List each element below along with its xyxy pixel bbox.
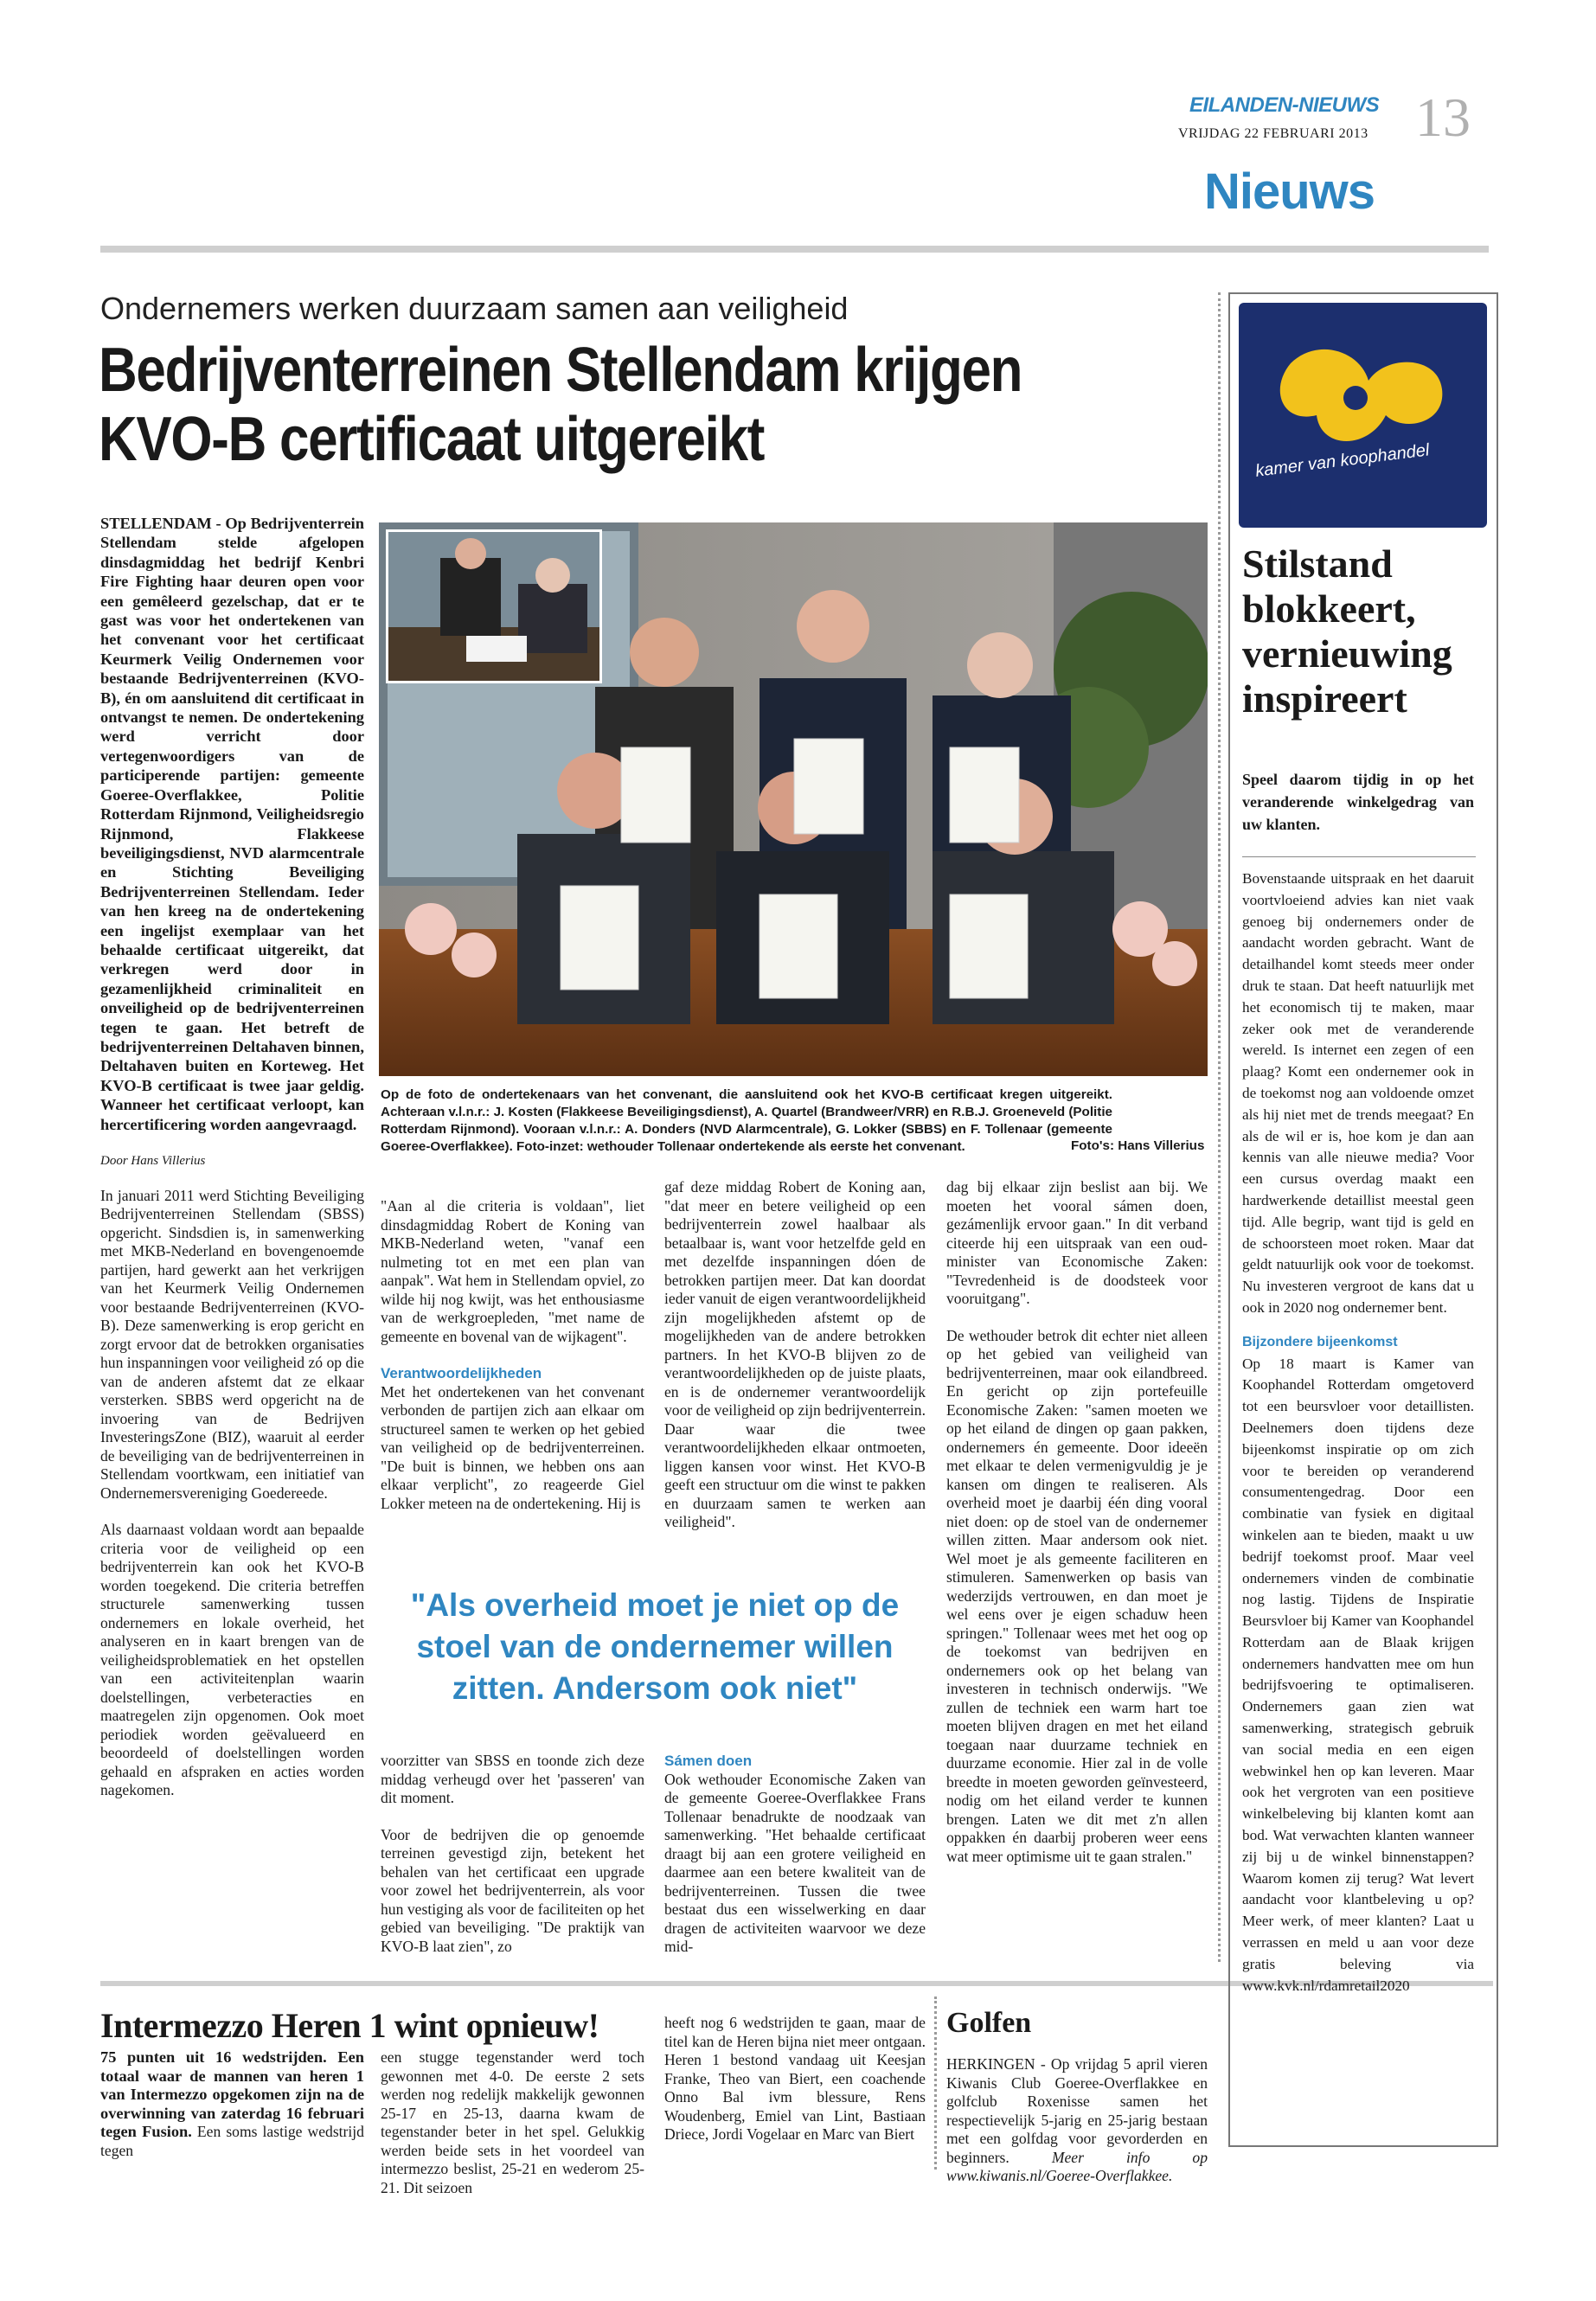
pull-quote: "Als overheid moet je niet op de stoel van de ondernemer willen zitten. Andersom ook niet" xyxy=(382,1585,927,1709)
sports-column-1 xyxy=(100,2048,364,2160)
page-number: 13 xyxy=(1415,87,1471,148)
sidebar-headline: Stilstand blokkeert, vernieuwing inspireert xyxy=(1242,542,1452,721)
sports-text: Een soms lastige wedstrijd tegen xyxy=(100,2123,364,2159)
article-column-3-cont xyxy=(664,1752,926,1975)
main-photo xyxy=(379,522,1208,1076)
sidebar-paragraph: Bovenstaande uitspraak en het daaruit voortvloeiend advies kan niet vaak genoeg bij ondernemers onder de aandacht worden gebracht. Want de detailhandel komt steeds meer onder druk te staan. Dat heeft natuurlijk met het economisch tij te maken, maar zeker ook met de veranderende wereld. Is internet een zegen of een plaag? Komt een ondernemer ook in de toekomst nog aan voldoende omzet als hij niet met de trends meegaat? En als de wil er is, hoe kom je dan aan kennis van alle nieuwe media? Voor een cursus overdag maakt een hardwerkende detaillist meestal geen tijd. Alle begrip, want tijd is geld en de schoorsteen moet roken. Maar dat geldt natuurlijk ook voor de toekomst. Nu investeren vergroot de kans dat u ook in 2020 nog ondernemer bent. xyxy=(1242,870,1474,1316)
sports-text: heeft nog 6 wedstrijden te gaan, maar de titel kan de Heren bijna niet meer ontgaan. Heren 1 bestond vandaag uit Keesjan Franke, Theo van Biert, een coachende Onno Bal ivm blessure, Rens Woudenberg, Emiel van Lint, Bastiaan Driece, Jordi Vogelaar en Marc van Biert xyxy=(664,2014,926,2143)
sidebar-paragraph: Op 18 maart is Kamer van Koophandel Rotterdam omgetoverd tot een beursvloer voor detaillisten. Deelnemers doen tijdens deze bijeenkomst inspiratie op om zich voor te bereiden op veranderend consumentengedrag. Door een combinatie van fysiek en digitaal winkelen aan te bieden, maakt u uw bedrijf toekomst proof. Maar veel ondernemers vinden de combinatie nog lastig. Tijdens de Inspiratie Beursvloer bij Kamer van Koophandel Rotterdam aan de Blaak krijgen ondernemers handvatten mee om hun bedrijfsvoering te optimaliseren. Ondernemers gaan zien wat samenwerking, strategisch gebruik van social media en een eigen webwinkel hen op kan leveren. Maar ook het vergroten van een positieve winkelbeleving bij klanten komt aan bod. Wat verwachten klanten wanneer zij bij u de winkel binnenstappen? Waarom komen zij terug? Wat levert aandacht voor klantbeleving u op? Meer werk, of meer klanten? Laat u verrassen en meld u aan voor deze gratis beleving via www.kvk.nl/rdamretail2020 xyxy=(1242,1355,1474,1994)
golf-divider xyxy=(934,1997,937,2170)
article-headline xyxy=(99,336,1022,474)
article-lead: STELLENDAM - Op Bedrijventerrein Stellendam stelde afgelopen dinsdagmiddag het bedrijf Kenbri Fire Fighting haar deuren open voor een gemêleerd gezelschap, dat er te gast was voor het ondertekenen van het convenant voor het certificaat Keurmerk Veilig Ondernemen voor bestaande Bedrijventerreinen (KVO-B), én om aansluitend dit certificaat in ontvangst te nemen. De ondertekening werd verricht door vertegenwoordigers van de participerende partijen: gemeente Goeree-Overflakkee, Politie Rotterdam Rijnmond, Veiligheidsregio Rijnmond, Flakkeese beveiligingsdienst, NVD alarmcentrale en Stichting Beveiliging Bedrijventerreinen Stellendam. Ieder van hen kreeg na de ondertekening een ingelijst exemplaar van het behaalde certificaat uitgereikt, dat verkregen werd door in gezamenlijkheid criminaliteit en onveiligheid op de bedrijventerreinen tegen te gaan. Het betreft de bedrijventerreinen Deltahaven binnen, Deltahaven buiten en Korteweg. Het KVO-B certificaat is twee jaar geldig. Wanneer het certificaat verloopt, kan hercertificering worden aangevraagd. xyxy=(100,515,364,1133)
paragraph: De wethouder betrok dit echter niet alleen op het gebied van veiligheid van bedrijventerreinen, maar ook eilandbreed. En gericht op zijn portefeuille Economische Zaken: "samen moeten we op het eiland de dingen op gaan pakken, ondernemers én gemeente. Door ideeën met elkaar te delen vermenigvuldig je je kansen om dingen te realiseren. Als overheid moet je daarbij één ding vooral niet doen: op de stoel van de ondernemer willen zitten. Maar andersom ook niet. Wel moet je als gemeente faciliteren en stimuleren. Samenwerken op basis van wederzijds vertrouwen, en dan moet je wel eens over je eigen schaduw heen springen." Tollenaar wees met het oog op de toekomst van bedrijven en ondernemers ook op het belang van investeren in technisch onderwijs. "We zullen de techniek een warm hart toe moeten blijven dragen en met het eiland toegaan naar duurzame techniek en duurzame economie. Hier zal in de volle breedte in moeten geworden geïnvesteerd, nodig om het eiland verder te kunnen brengen. Laten we dit met z'n allen oppakken én daarbij proberen weer eens wat meer optimisme uit te gaan stralen." xyxy=(946,1326,1208,1865)
kvk-logo-text: kamer van koophandel xyxy=(1254,440,1431,481)
subheading: Sámen doen xyxy=(664,1753,753,1769)
header-rule xyxy=(100,246,1489,253)
kvk-logo-icon xyxy=(1239,303,1487,528)
sidebar-body xyxy=(1242,868,1474,2015)
paragraph: Met het ondertekenen van het convenant verbonden de partijen zich aan elkaar om structureel samen te werken op het gebied van veiligheid op de bedrijventerreinen. "De buit is binnen, we hebben ons aan elkaar verplicht", zo reageerde Giel Lokker meteen na de ondertekening. Hij is xyxy=(381,1382,644,1512)
paragraph: Voor de bedrijven die op genoemde terreinen gevestigd zijn, betekent het behalen van het certificaat een upgrade voor zowel het bedrijventerrein, als voor hun vestiging als voor de faciliteiten op het gebied van beveiliging. "De praktijk van KVO-B laat zien", zo xyxy=(381,1825,644,1955)
paragraph: Als daarnaast voldaan wordt aan bepaalde criteria voor de veiligheid op een bedrijventerrein kan ook het KVO-B worden toegekend. Die criteria betreffen structurele samenwerking tussen ondernemers en lokale overheid, het analyseren en in kaart brengen van de veiligheidsproblematiek en het opstellen van een activiteitenplan waarin doelstellingen, verbeteracties en maatregelen zijn opgenomen. Ook moet periodiek worden geëvalueerd en beoordeeld of doelstellingen worden gehaald en afspraken en acties worden nagekomen. xyxy=(100,1521,364,1798)
paragraph: "Aan al die criteria is voldaan", liet dinsdagmiddag Robert de Koning van MKB-Nederland weten, "vanaf een nulmeting tot en met een plan van aanpak". Wat hem in Stellendam opviel, zo wilde hij nog kwijt, was het enthousiasme van de werkgroepleden, "met name de gemeente en bovenal van de wijkagent". xyxy=(381,1197,644,1345)
paragraph: In januari 2011 werd Stichting Beveiliging Bedrijventerreinen Stellendam (SBSS) opgericht. Sindsdien is, in samenwerking met MKB-Nederland en bovengenoemde partijen, hard gewerkt aan het verkrijgen van het Keurmerk Veilig Ondernemen voor bestaande Bedrijventerreinen (KVO-B). Deze samenwerking is erop gericht en zorgt ervoor dat de betrokken organisaties hun inspanningen voor veiligheid zó op die van de anderen afstemt dat ze elkaar versterken. SBBS werd opgericht na de invoering van de Bedrijven InvesteringsZone (BIZ), waaruit al eerder de beveiliging van de bedrijventerreinen in Stellendam voortkwam, een initiatief van Ondernemersvereniging Goedereede. xyxy=(100,1186,364,1502)
article-column-4 xyxy=(946,1178,1208,1884)
sports-text: een stugge tegenstander werd toch gewonnen met 4-0. De eerste 2 sets werden nog redelijk makkelijk gewonnen 25-17 en 25-13, daarna kwam de tegenstander beter in het spel. Gelukkig werden beide sets in het voordeel van intermezzo beslist, 25-21 en wederom 25-21. Dit seizoen xyxy=(381,2048,644,2196)
article-column-2 xyxy=(381,1197,644,1531)
headline-line-1: Bedrijventerreinen Stellendam krijgen xyxy=(99,336,1022,405)
golf-headline: Golfen xyxy=(946,2007,1032,2039)
caption-text: Op de foto de ondertekenaars van het convenant, die aansluitend ook het KVO-B certificaat kregen uitgereikt. Achteraan v.l.n.r.: J. Kosten (Flakkeese Beveiligingsdienst), A. Quartel (Brandweer/VRR) en R.B.J. Groeneveld (Politie Rotterdam Rijnmond). Vooraan v.l.n.r.: A. Donders (NVD Alarmcentrale), G. Lokker (SBBS) en F. Tollenaar (gemeente Goeree-Overflakkee). Foto-inzet: wethouder Tollenaar ondertekende als eerste het convenant. xyxy=(381,1087,1112,1154)
sidebar-rule xyxy=(1242,856,1476,857)
paragraph: Ook wethouder Economische Zaken van de gemeente Goeree-Overflakkee Frans Tollenaar benadrukte de noodzaak van samenwerking. "Het behaalde certificaat draagt bij aan een grotere veiligheid en daarmee aan een betere kwaliteit van de bedrijventerreinen. Tussen die twee bestaat dus een wisselwerking en daar dragen de activiteiten waarvoor we deze mid- xyxy=(664,1770,926,1955)
sports-headline: Intermezzo Heren 1 wint opnieuw! xyxy=(100,2006,599,2045)
column-divider xyxy=(1218,292,1221,1962)
article-column-1 xyxy=(100,514,364,1818)
article-column-2-cont xyxy=(381,1752,644,1974)
golf-more-info[interactable]: Meer info op www.kiwanis.nl/Goeree-Overflakkee. xyxy=(946,2148,1208,2184)
section-title: Nieuws xyxy=(1204,163,1375,220)
sports-lead: 75 punten uit 16 wedstrijden. Een totaal waar de mannen van heren 1 van Intermezzo opgekomen zijn na de overwinning van zaterdag 16 februari tegen Fusion. xyxy=(100,2048,364,2140)
photo-inset-signing xyxy=(388,532,599,681)
sports-column-2 xyxy=(381,2048,644,2197)
photo-credit: Foto's: Hans Villerius xyxy=(1066,1138,1204,1153)
article-kicker: Ondernemers werken duurzaam samen aan veiligheid xyxy=(100,291,849,326)
photo-inset xyxy=(386,529,602,683)
kvk-logo xyxy=(1239,303,1487,528)
issue-date: VRIJDAG 22 FEBRUARI 2013 xyxy=(1178,126,1368,141)
byline: Door Hans Villerius xyxy=(100,1154,206,1168)
golf-text xyxy=(946,2055,1208,2186)
paragraph: voorzitter van SBSS en toonde zich deze middag verheugd over het 'passeren' van dit moment. xyxy=(381,1752,644,1806)
sports-column-3 xyxy=(664,2014,926,2144)
headline-line-2: KVO-B certificaat uitgereikt xyxy=(99,405,765,474)
golf-paragraph: HERKINGEN - Op vrijdag 5 april vieren Kiwanis Club Goeree-Overflakkee en golfclub Roxenisse samen het respectievelijk 5-jarig en 25-jarig bestaan met een golfdag voor gevorderden en beginners. xyxy=(946,2055,1208,2166)
subheading: Verantwoordelijkheden xyxy=(381,1365,542,1381)
sidebar-subheading: Bijzondere bijeenkomst xyxy=(1242,1334,1398,1349)
sidebar-intro: Speel daarom tijdig in op het veranderende winkelgedrag van uw klanten. xyxy=(1242,771,1474,833)
paragraph: dag bij elkaar zijn beslist aan bij. We moeten het vooral sámen doen, gezámenlijk ervoor gaan." In dit verband citeerde hij een uitspraak van een oud-minister van Economische Zaken: "Tevredenheid is de doodsteek voor vooruitgang". xyxy=(946,1178,1208,1307)
masthead: EILANDEN-NIEUWS xyxy=(1189,93,1380,117)
article-column-3 xyxy=(664,1178,926,1550)
photo-caption xyxy=(381,1086,1112,1156)
paragraph: gaf deze middag Robert de Koning aan, "dat meer en betere veiligheid op een bedrijventerrein zowel haalbaar als betaalbaar is, want voor hetzelfde geld en met dezelfde inspanningen dóen de betrokken partijen meer. Dat kan doordat ieder vanuit de eigen verantwoordelijkheid zijn mogelijkheden afstemt op de mogelijkheden van de andere betrokken partners. In het KVO-B blijven zo de verantwoordelijkheden op de juiste plaats, en is de ondernemer verantwoordelijk voor de veiligheid op zijn bedrijventerrein. Daar waar die twee verantwoordelijkheden elkaar ontmoeten, liggen kansen voor winst. Het KVO-B geeft een structuur om die winst te pakken en duurzaam samen te werken aan veiligheid". xyxy=(664,1178,926,1530)
